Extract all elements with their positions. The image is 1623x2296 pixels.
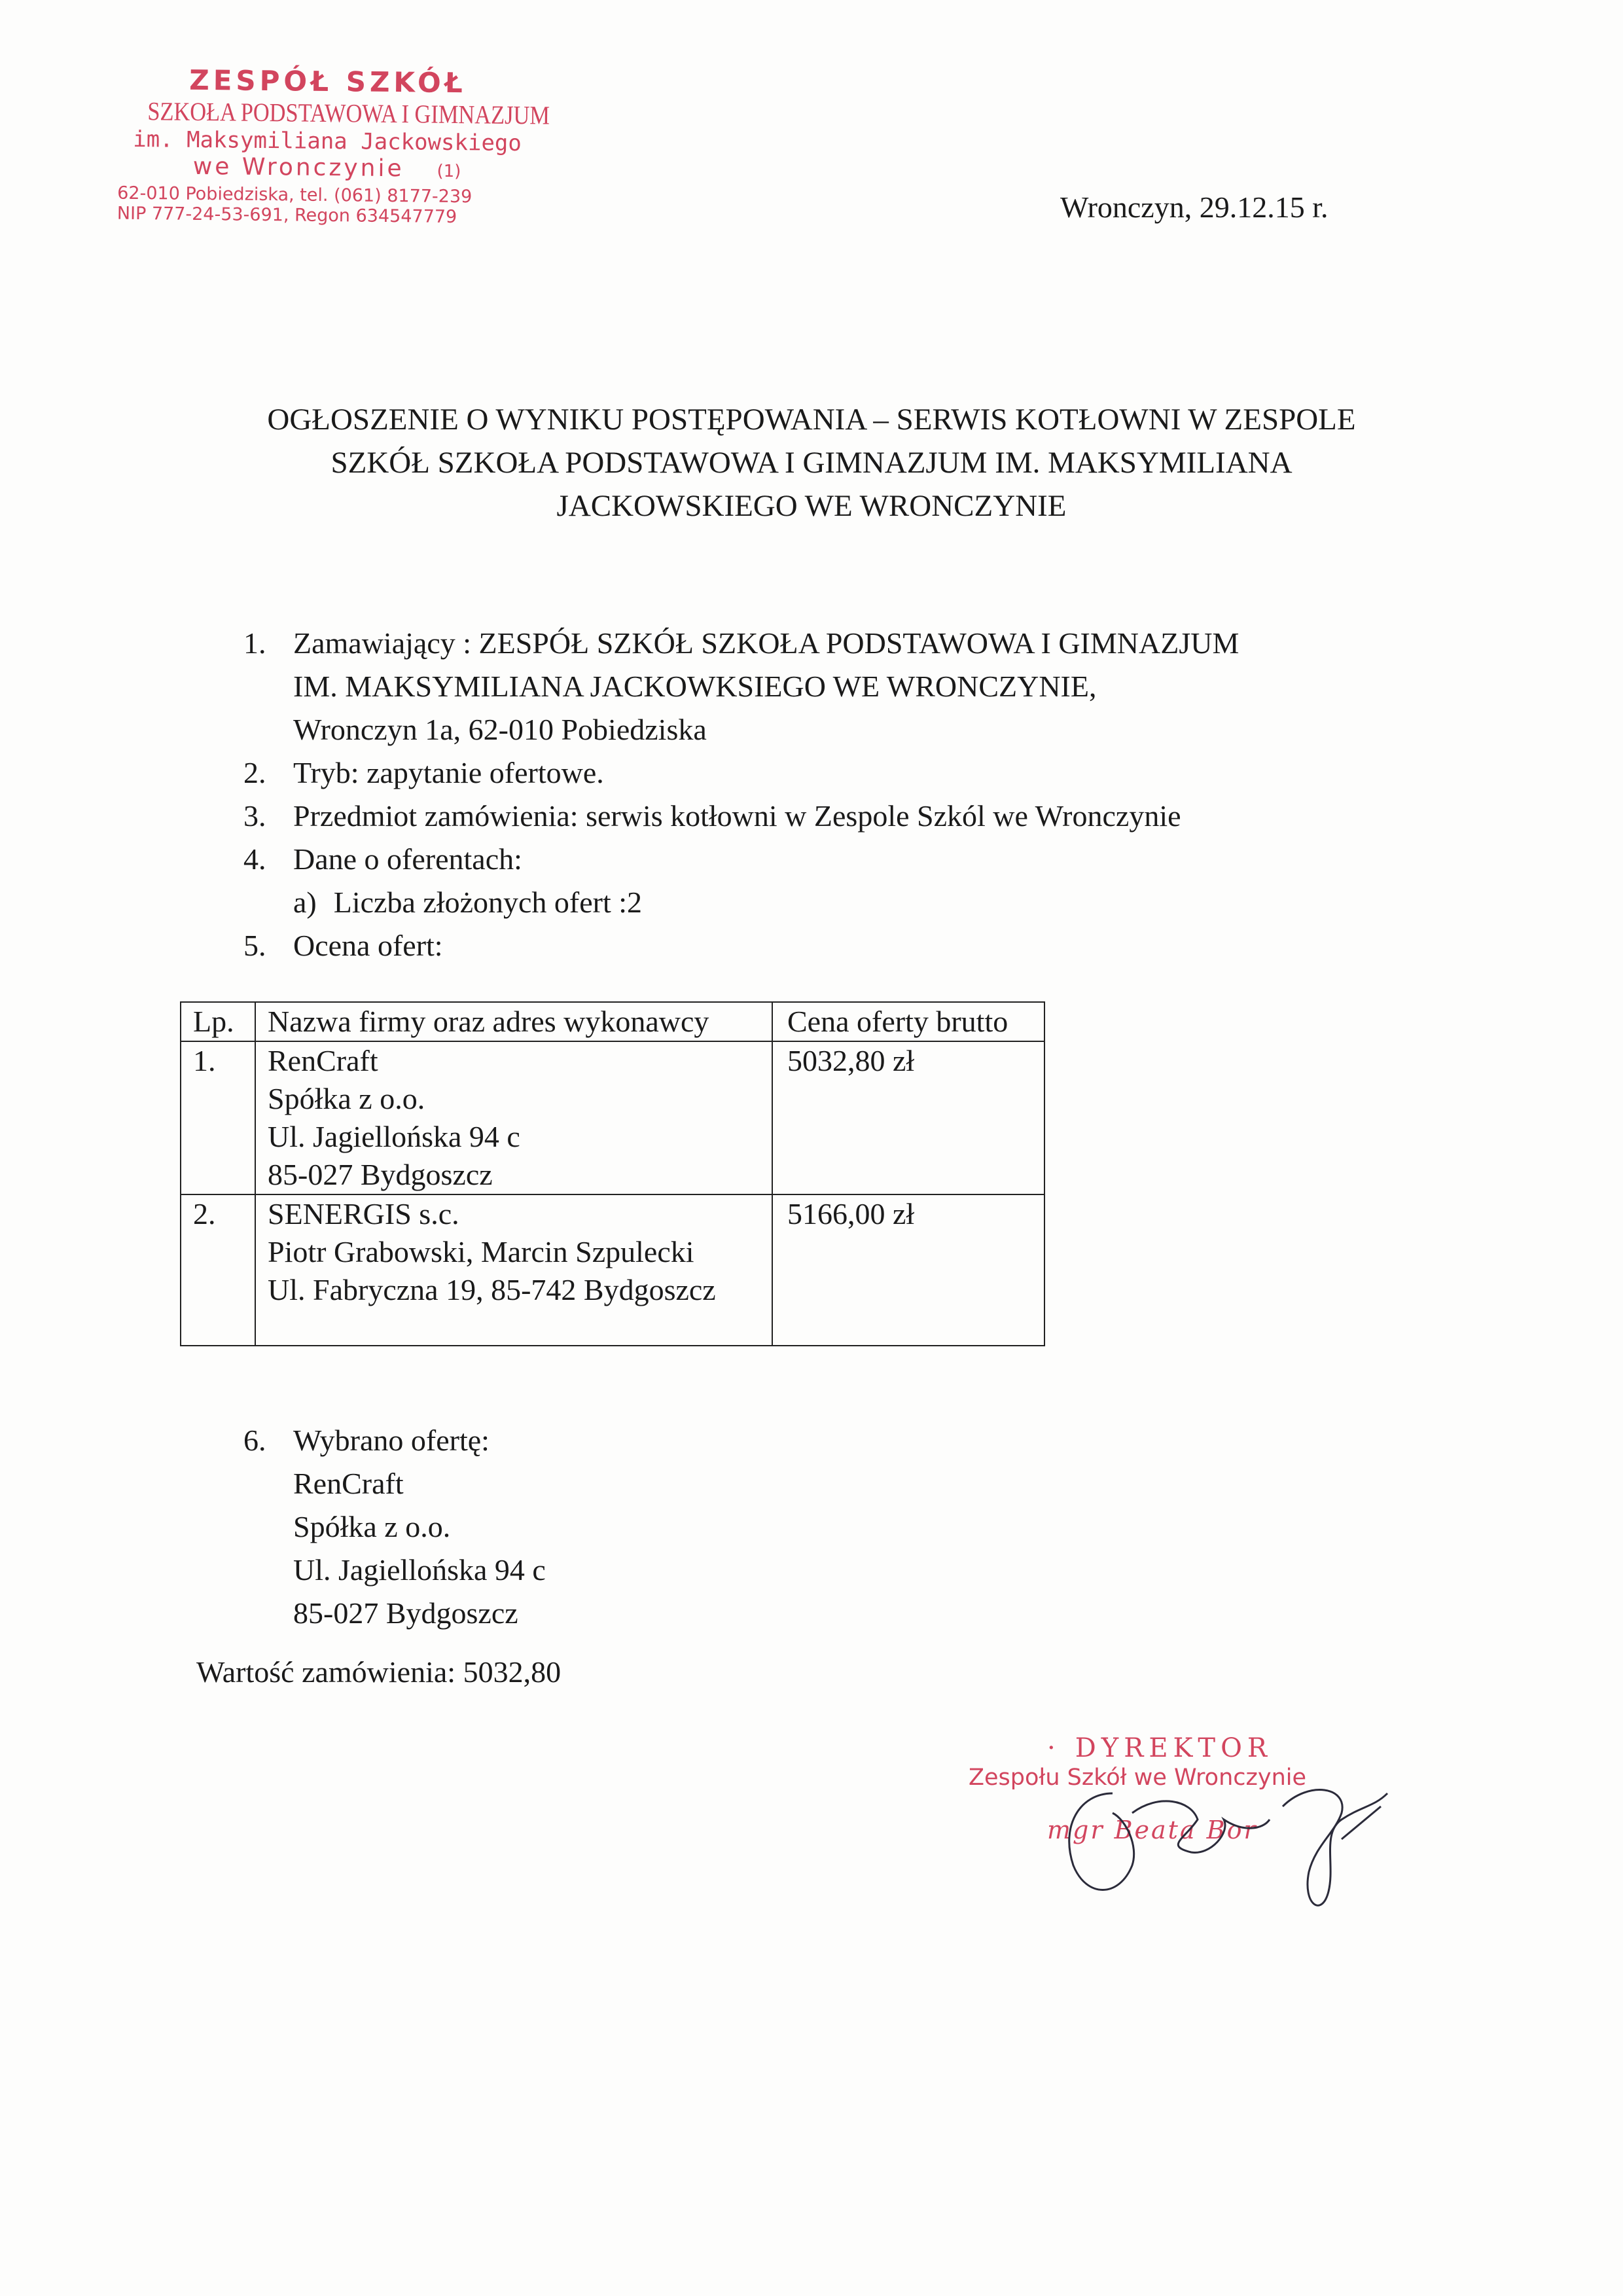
title-line-3: JACKOWSKIEGO WE WRONCZYNIE [556,489,1067,523]
stamp-director-title: DYREKTOR [1075,1733,1272,1763]
handwritten-signature [1034,1767,1400,1924]
school-stamp [116,63,550,228]
stamp-school-address: 62-010 Pobiedziska, tel. (061) 8177-239 [117,183,473,207]
selected-offer: 6. Wybrano ofertę: RenCraft Spółka z o.o. Ul. Jagiellońska 94 c 85-027 Bydgoszcz [243,1419,546,1635]
document-date: Wronczyn, 29.12.15 r. [1060,190,1329,224]
order-value: Wartość zamówienia: 5032,80 [196,1655,562,1689]
title-line-1: OGŁOSZENIE O WYNIKU POSTĘPOWANIA – SERWIS KOTŁOWNI W ZESPOLE [267,403,1356,437]
list-item-contracting-authority: 1. Zamawiający : ZESPÓŁ SZKÓŁ SZKOŁA PODSTAWOWA I GIMNAZJUM IM. MAKSYMILIANA JACKOWKSIEGO WE WRONCZYNIE, Wronczyn 1a, 62-010 Pobiedziska [243,626,1240,746]
table-row [181,1041,1044,1194]
document-title [157,398,1466,528]
list-item-evaluation: 5. Ocena ofert: [243,929,443,962]
cell-lp: 2. [181,1194,255,1346]
stamp-school-patron: im. Maksymiliana Jackowskiego [133,126,522,157]
header-lp: Lp. [181,1002,255,1041]
header-company: Nazwa firmy oraz adres wykonawcy [255,1002,772,1041]
table-row [181,1194,1044,1346]
table-header-row [181,1002,1044,1041]
header-price: Cena oferty brutto [772,1002,1044,1041]
stamp-director-school: Zespołu Szkół we Wronczynie [969,1765,1307,1791]
stamp-school-name: ZESPÓŁ SZKÓŁ [189,63,467,99]
title-line-2: SZKÓŁ SZKOŁA PODSTAWOWA I GIMNAZJUM IM. MAKSYMILIANA [330,446,1293,480]
list-subitem-offer-count: a) Liczba złożonych ofert :2 [293,886,643,919]
cell-price: 5166,00 zł [772,1194,1044,1346]
stamp-school-location-sub: (1) [437,161,461,182]
stamp-school-type: SZKOŁA PODSTAWOWA I GIMNAZJUM [147,96,550,130]
director-stamp: · DYREKTOR Zespołu Szkół we Wronczynie mgr Beata Bor [969,1733,1387,1844]
cell-company: RenCraft Spółka z o.o. Ul. Jagiellońska 94 c 85-027 Bydgoszcz [255,1041,772,1194]
offers-table [180,1001,1045,1346]
stamp-school-ids: NIP 777-24-53-691, Regon 634547779 [116,203,457,228]
announcement-list [243,622,1239,967]
cell-lp: 1. [181,1041,255,1194]
stamp-school-location: we Wronczynie (1) [192,152,461,183]
list-item-mode: 2. Tryb: zapytanie ofertowe. [243,756,604,789]
cell-price: 5032,80 zł [772,1041,1044,1194]
stamp-director-name: mgr Beata Bor [1047,1816,1258,1844]
list-item-subject: 3. Przedmiot zamówienia: serwis kotłowni w Zespole Szkól we Wronczynie [243,799,1181,833]
list-item-bidders: 4. Dane o oferentach: [243,842,522,876]
cell-company: SENERGIS s.c. Piotr Grabowski, Marcin Szpulecki Ul. Fabryczna 19, 85-742 Bydgoszcz [255,1194,772,1346]
selected-offer-label: Wybrano ofertę: [293,1424,490,1457]
